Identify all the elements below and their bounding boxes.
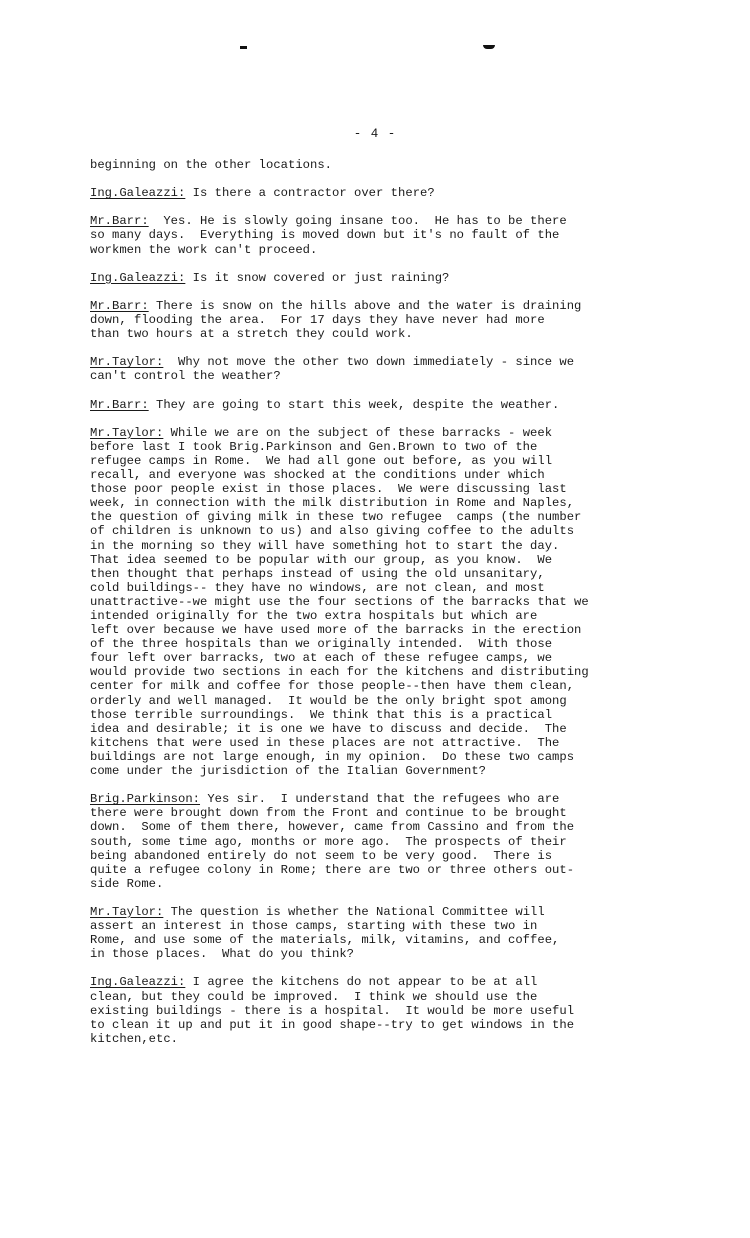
line-text: being abandoned entirely do not seem to be very good. There is [90, 848, 553, 863]
text-line [90, 158, 710, 172]
text-line [90, 947, 710, 961]
line-text: of children is unknown to us) and also giving coffee to the adults [90, 524, 575, 539]
line-text: cold buildings-- they have no windows, are not clean, and most [90, 580, 545, 595]
line-text: That idea seemed to be popular with our group, as you know. We [90, 552, 553, 567]
text-line [90, 510, 710, 524]
line-text: idea and desirable; it is one we have to discuss and decide. The [90, 721, 567, 736]
line-text: While we are on the subject of these barracks - week [163, 425, 553, 440]
line-text: unattractive--we might use the four sections of the barracks that we [90, 594, 589, 609]
transcript-paragraph [90, 299, 710, 341]
speaker-name: Mr.Barr: [90, 214, 149, 229]
line-text: of the three hospitals than we originally intended. With those [90, 637, 553, 652]
text-line [90, 637, 710, 651]
line-text: I agree the kitchens do not appear to be at all [185, 975, 538, 990]
line-text: would provide two sections in each for the kitchens and distributing [90, 665, 589, 680]
transcript-paragraph [90, 905, 710, 961]
transcript-paragraph [90, 214, 710, 256]
text-line [90, 482, 710, 496]
line-text: orderly and well managed. It would be the only bright spot among [90, 693, 567, 708]
line-text: kitchens that were used in these places are not attractive. The [90, 735, 560, 750]
text-line [90, 806, 710, 820]
text-line [90, 764, 710, 778]
text-line [90, 539, 710, 553]
text-line [90, 849, 710, 863]
line-text: Is there a contractor over there? [185, 186, 435, 201]
line-text: to clean it up and put it in good shape--try to get windows in the [90, 1017, 575, 1032]
speaker-name: Ing.Galeazzi: [90, 975, 186, 990]
text-line [90, 496, 710, 510]
line-text: workmen the work can't proceed. [90, 242, 318, 257]
transcript-paragraph [90, 271, 710, 285]
line-text: They are going to start this week, despite the weather. [148, 397, 560, 412]
line-text: in the morning so they will have something hot to start the day. [90, 538, 560, 553]
text-line [90, 651, 710, 665]
transcript-paragraph [90, 975, 710, 1045]
text-line [90, 454, 710, 468]
line-text: left over because we have used more of the barracks in the erection [90, 623, 582, 638]
text-line [90, 722, 710, 736]
line-text: Yes sir. I understand that the refugees who are [200, 792, 560, 807]
text-line [90, 990, 710, 1004]
text-line [90, 243, 710, 257]
transcript-paragraph [90, 158, 710, 172]
line-text: those poor people exist in those places. We were discussing last [90, 482, 567, 497]
transcript-paragraph [90, 792, 710, 891]
text-line [90, 468, 710, 482]
line-text: There is snow on the hills above and the water is draining [148, 298, 582, 313]
page-number: - 4 - [353, 127, 397, 141]
text-line [90, 1018, 710, 1032]
text-line [90, 524, 710, 538]
line-text: than two hours at a stretch they could work. [90, 327, 413, 342]
line-text: Why not move the other two down immediately - since we [163, 355, 575, 370]
line-text: the question of giving milk in these two refugee camps (the number [90, 510, 582, 525]
text-line [90, 567, 710, 581]
text-line [90, 313, 710, 327]
text-line [90, 595, 710, 609]
transcript-paragraph [90, 398, 710, 412]
line-text: down. Some of them there, however, came from Cassino and from the [90, 820, 575, 835]
text-line [90, 750, 710, 764]
line-text: center for milk and coffee for those people--then have them clean, [90, 679, 575, 694]
text-line [90, 792, 710, 806]
text-line [90, 694, 710, 708]
text-line [90, 905, 710, 919]
text-line [90, 214, 710, 228]
line-text: Rome, and use some of the materials, milk, vitamins, and coffee, [90, 933, 560, 948]
line-text: week, in connection with the milk distribution in Rome and Naples, [90, 496, 575, 511]
line-text: refugee camps in Rome. We had all gone out before, as you will [90, 453, 553, 468]
text-line [90, 398, 710, 412]
scan-mark [240, 46, 247, 49]
text-line [90, 271, 710, 285]
line-text: quite a refugee colony in Rome; there are two or three others out- [90, 862, 575, 877]
line-text: come under the jurisdiction of the Italian Government? [90, 764, 487, 779]
text-line [90, 863, 710, 877]
text-line [90, 820, 710, 834]
text-line [90, 440, 710, 454]
line-text: south, some time ago, months or more ago. The prospects of their [90, 834, 567, 849]
text-line [90, 708, 710, 722]
text-line [90, 1004, 710, 1018]
line-text: existing buildings - there is a hospital. It would be more useful [90, 1003, 575, 1018]
line-text: buildings are not large enough, in my opinion. Do these two camps [90, 749, 575, 764]
text-line [90, 1032, 710, 1046]
text-line [90, 327, 710, 341]
text-line [90, 553, 710, 567]
text-line [90, 426, 710, 440]
speaker-name: Ing.Galeazzi: [90, 270, 186, 285]
text-line [90, 975, 710, 989]
speaker-name: Mr.Barr: [90, 298, 149, 313]
text-line [90, 609, 710, 623]
speaker-name: Mr.Taylor: [90, 425, 164, 440]
speaker-name: Mr.Taylor: [90, 355, 164, 370]
text-line [90, 623, 710, 637]
text-line [90, 933, 710, 947]
line-text: kitchen,etc. [90, 1031, 179, 1046]
scan-mark [483, 45, 495, 49]
line-text: recall, and everyone was shocked at the conditions under which [90, 468, 545, 483]
text-line [90, 299, 710, 313]
speaker-name: Brig.Parkinson: [90, 792, 201, 807]
line-text: down, flooding the area. For 17 days they have never had more [90, 313, 545, 328]
text-line [90, 665, 710, 679]
line-text: intended originally for the two extra hospitals but which are [90, 609, 538, 623]
line-text: side Rome. [90, 876, 164, 891]
transcript-paragraph [90, 355, 710, 383]
transcript-paragraph [90, 186, 710, 200]
line-text: before last I took Brig.Parkinson and Gen.Brown to two of the [90, 439, 538, 454]
text-line [90, 228, 710, 242]
text-line [90, 835, 710, 849]
text-line [90, 679, 710, 693]
transcript-paragraph [90, 426, 710, 778]
text-line [90, 369, 710, 383]
text-line [90, 355, 710, 369]
transcript-body [90, 158, 710, 1060]
line-text: then thought that perhaps instead of using the old unsanitary, [90, 566, 545, 581]
line-text: can't control the weather? [90, 369, 281, 384]
text-line [90, 736, 710, 750]
speaker-name: Ing.Galeazzi: [90, 186, 186, 201]
speaker-name: Mr.Barr: [90, 397, 149, 412]
line-text: those terrible surroundings. We think that this is a practical [90, 707, 553, 722]
line-text: in those places. What do you think? [90, 947, 355, 962]
line-text: four left over barracks, two at each of these refugee camps, we [90, 651, 553, 666]
line-text: clean, but they could be improved. I think we should use the [90, 989, 538, 1004]
text-line [90, 919, 710, 933]
line-text: Is it snow covered or just raining? [185, 270, 450, 285]
text-line [90, 186, 710, 200]
line-text: assert an interest in those camps, starting with these two in [90, 919, 538, 934]
line-text: Yes. He is slowly going insane too. He has to be there [148, 214, 567, 229]
line-text: The question is whether the National Committee will [163, 904, 545, 919]
line-text: beginning on the other locations. [90, 158, 333, 172]
line-text: there were brought down from the Front and continue to be brought [90, 806, 567, 821]
speaker-name: Mr.Taylor: [90, 904, 164, 919]
text-line [90, 877, 710, 891]
text-line [90, 581, 710, 595]
line-text: so many days. Everything is moved down but it's no fault of the [90, 228, 560, 243]
